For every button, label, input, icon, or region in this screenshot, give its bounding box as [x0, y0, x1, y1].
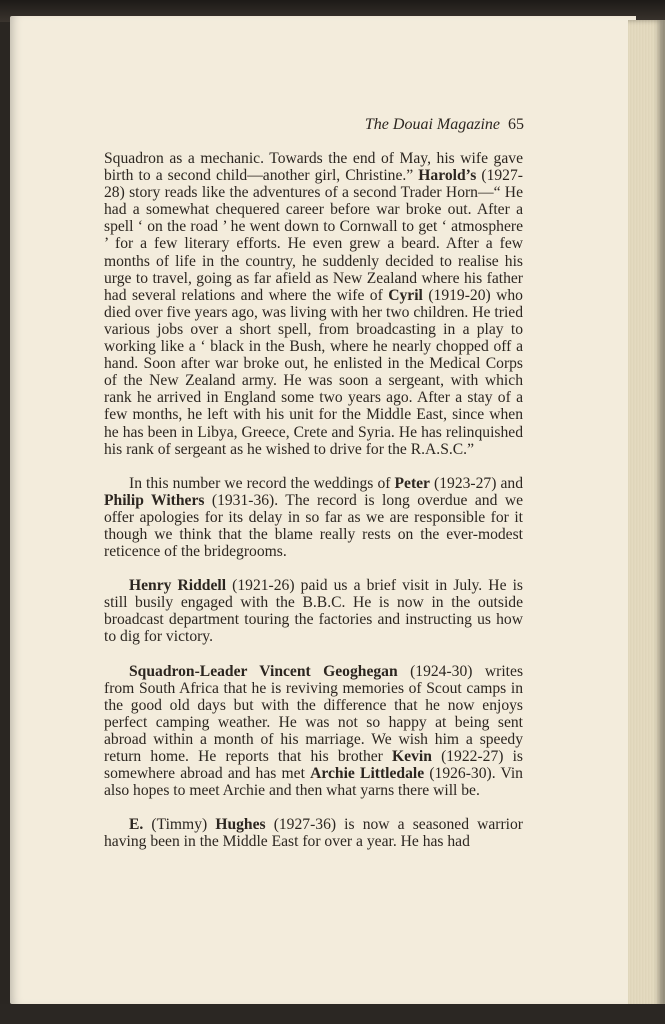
text-run: Squadron as a mechanic. Towards the end of May, his wife gave birth to a second child—another girl, Christine.” [104, 150, 523, 185]
text-run: (1922-27) is somewhere abroad and has met [104, 748, 523, 783]
bold-name: Kevin [392, 748, 432, 765]
page-number: 65 [508, 116, 524, 133]
text-run: (1931-36). The record is long overdue and we offer apologies for its delay in so far as we are responsible for it though we think that the blame really rests on the ever-modest reticence of the bridegrooms. [104, 491, 524, 561]
text-run: (1923-27) and [429, 474, 523, 492]
running-header [104, 116, 524, 134]
bold-name: E. [129, 816, 144, 834]
bold-name: Henry Riddell [129, 577, 227, 595]
text-run: (1919-20) who died over five years ago, was living with her two children. He tried various jobs over a short spell, from broadcasting in a play to working like a ‘ black in the Bush, where he nearly chopped off a hand. Soon after war broke out, he enlisted in the Medical Corps of the New Zealand army. He was soon a sergeant, with which rank he arrived in England some two years ago. After a stay of a few months, he left with his unit for the Middle East, since when he has been in Libya, Greece, Crete and Syria. He has relinquished his rank of sergeant as he wished to drive for the R.A.S.C.” [104, 286, 523, 458]
text-run: (1924-30) writes from South Africa that he is reviving memories of Scout camps in the good old days but with the difference that he now enjoys perfect camping weather. He was not so happy at being sent abroad within a month of his marriage. We wish him a speedy return home. He reports that his brother [104, 662, 524, 765]
paragraph-henry-riddell [104, 577, 523, 645]
bold-name: Squadron-Leader Vincent Geoghegan [129, 662, 398, 680]
paragraph-harold [104, 150, 523, 458]
text-run: (1926-30). Vin also hopes to meet Archie and then what yarns there will be. [104, 765, 523, 800]
text-run: (1927-28) story reads like the adventures of a second Trader Horn—“ He had a somewhat chequered career before war broke out. After a spell ‘ on the road ’ he went down to Cornwall to get ‘ atmosphere ’ for a few literary efforts. He even grew a beard. After a few months of life in the country, he suddenly decided to realise his urge to travel, going as far afield as New Zealand where his father had several relations and where the wife of [104, 167, 523, 304]
bold-name: Archie Littledale [310, 765, 425, 783]
paragraph-weddings [104, 475, 523, 560]
paragraph-vincent-geoghegan [104, 663, 523, 800]
scan-border-bottom [0, 1004, 665, 1024]
text-run: (Timmy) [143, 816, 216, 834]
article-body [104, 150, 523, 850]
text-run: In this number we record the weddings of [129, 474, 395, 492]
text-run: (1921-26) paid us a brief visit in July. He is still busily engaged with the B.B.C. He is now in the outside broadcast department touring the factories and instructing us how to dig for victory. [104, 577, 523, 646]
text-run: (1927-36) is now a seasoned warrior having been in the Middle East for over a year. He has had [104, 816, 523, 851]
magazine-title: The Douai Magazine [364, 116, 500, 133]
bold-name: Peter [394, 474, 430, 492]
paragraph-timmy-hughes [104, 816, 523, 850]
bold-name: Hughes [215, 816, 266, 834]
bold-name: Cyril [388, 286, 423, 304]
bold-name: Harold’s [418, 167, 477, 185]
bold-name: Philip Withers [104, 491, 205, 509]
page-edges [628, 20, 665, 1008]
